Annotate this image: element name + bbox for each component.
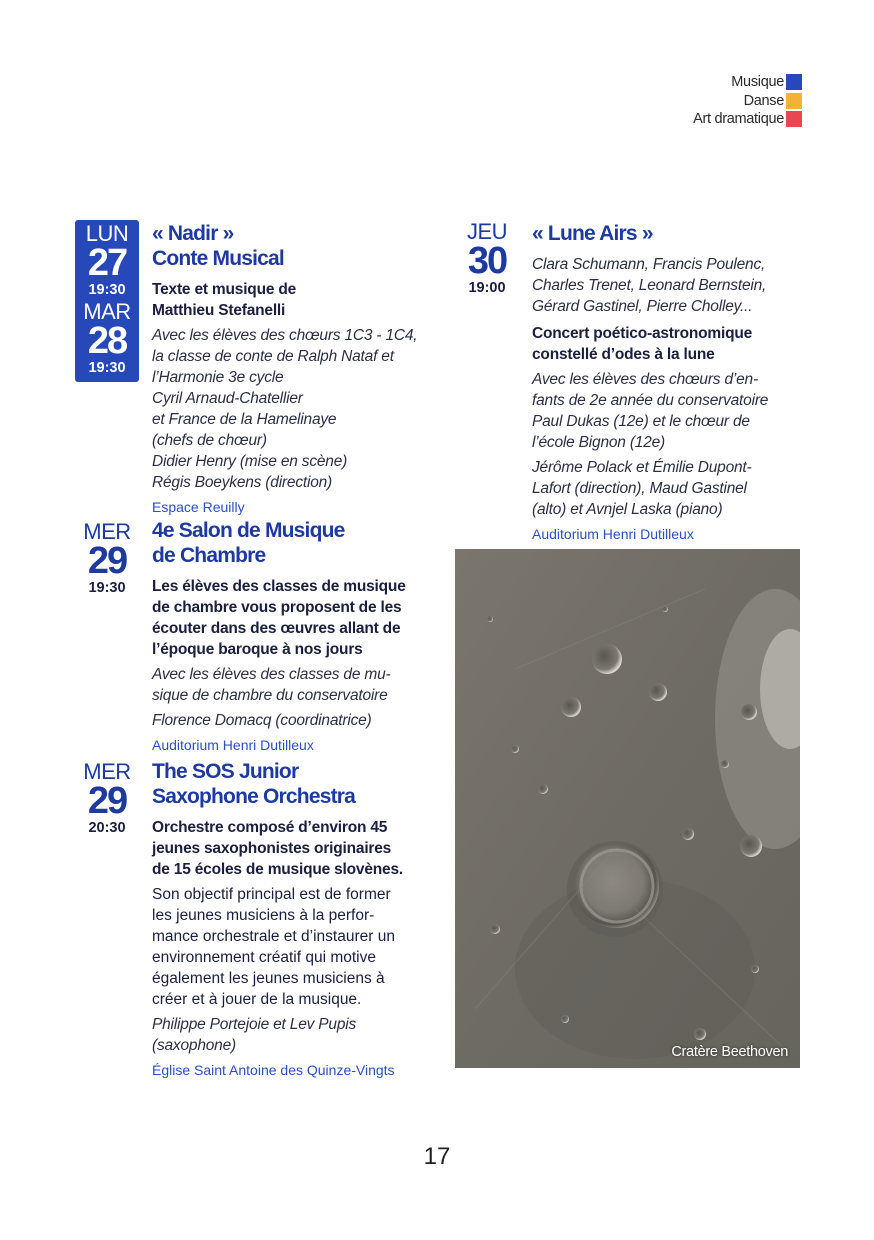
- event-description: [532, 323, 822, 365]
- event-body: [152, 884, 432, 1010]
- coordinator-line: Florence Domacq (coordinatrice): [152, 712, 372, 729]
- description-line: Les élèves des classes de musique: [152, 578, 406, 595]
- date-day: MER: [83, 759, 131, 784]
- participant-line: Avec les élèves des classes de mu-: [152, 666, 391, 683]
- event-nadir: [152, 221, 432, 517]
- title-line: de Chambre: [152, 544, 266, 567]
- description-line: de 15 écoles de musique slovènes.: [152, 861, 403, 878]
- event-description: [152, 817, 432, 880]
- title-line: « Nadir »: [152, 222, 234, 245]
- credit-line: (chefs de chœur): [152, 432, 267, 449]
- body-line: environnement créatif qui motive: [152, 949, 377, 966]
- legend-item-musique: [693, 73, 802, 92]
- credit-line: l’Harmonie 3e cycle: [152, 369, 284, 386]
- legend-item-danse: [693, 92, 802, 111]
- legend-label: Art dramatique: [693, 111, 784, 128]
- event-lune-airs: [532, 221, 822, 544]
- description-line: Texte et musique de: [152, 281, 297, 298]
- discipline-legend: [693, 73, 802, 129]
- date-block-salon: [75, 520, 139, 598]
- date-number: 27: [87, 242, 127, 284]
- date-block-lune: [455, 220, 519, 298]
- credit-line: Jérôme Polack et Émilie Dupont-: [532, 459, 752, 476]
- date-time: 19:30: [88, 580, 126, 596]
- credit-line: et France de la Hamelinaye: [152, 411, 337, 428]
- event-title: [532, 221, 822, 246]
- event-composers: [532, 254, 822, 317]
- event-sos-saxophone: [152, 759, 432, 1080]
- participant-line: fants de 2e année du conservatoire: [532, 392, 769, 409]
- date-number: 30: [467, 240, 507, 282]
- event-credits: [152, 1014, 432, 1056]
- legend-swatch: [786, 111, 802, 127]
- legend-label: Musique: [731, 74, 784, 91]
- description-line: l’époque baroque à nos jours: [152, 641, 363, 658]
- credit-line: Didier Henry (mise en scène): [152, 453, 348, 470]
- title-line: 4e Salon de Musique: [152, 519, 345, 542]
- body-line: également les jeunes musiciens à: [152, 970, 385, 987]
- credit-line: Avec les élèves des chœurs 1C3 - 1C4,: [152, 327, 418, 344]
- event-participants: [532, 369, 822, 453]
- body-line: Son objectif principal est de former: [152, 886, 391, 903]
- event-venue: Église Saint Antoine des Quinze-Vingts: [152, 1062, 395, 1078]
- body-line: créer et à jouer de la musique.: [152, 991, 362, 1008]
- credit-line: (alto) et Avnjel Laska (piano): [532, 501, 723, 518]
- description-line: Matthieu Stefanelli: [152, 302, 286, 319]
- date-day: MER: [83, 519, 131, 544]
- date-number: 29: [87, 780, 127, 822]
- date-number: 28: [87, 320, 127, 362]
- event-salon-musique-chambre: [152, 518, 432, 755]
- participant-line: Paul Dukas (12e) et le chœur de: [532, 413, 750, 430]
- description-line: Orchestre composé d’environ 45: [152, 819, 388, 836]
- date-time: 20:30: [88, 820, 126, 836]
- legend-swatch: [786, 93, 802, 109]
- event-title: [152, 759, 432, 809]
- title-line: Saxophone Orchestra: [152, 785, 356, 808]
- date-day: LUN: [85, 221, 129, 246]
- legend-label: Danse: [743, 92, 784, 109]
- composer-line: Gérard Gastinel, Pierre Cholley...: [532, 298, 753, 315]
- event-venue: Auditorium Henri Dutilleux: [532, 526, 694, 542]
- title-line: Conte Musical: [152, 247, 284, 270]
- event-title: [152, 221, 432, 271]
- event-credits: [532, 457, 822, 520]
- body-line: les jeunes musiciens à la perfor-: [152, 907, 375, 924]
- legend-swatch: [786, 74, 802, 90]
- date-time: 19:00: [468, 280, 506, 296]
- participant-line: sique de chambre du conservatoire: [152, 687, 388, 704]
- credit-line: Cyril Arnaud-Chatellier: [152, 390, 303, 407]
- page-number: 17: [423, 1143, 451, 1170]
- event-description: [152, 279, 432, 321]
- credit-line: Philippe Portejoie et Lev Pupis: [152, 1016, 357, 1033]
- event-description: [152, 576, 432, 660]
- description-line: Concert poético-astronomique: [532, 325, 753, 342]
- participant-line: l’école Bignon (12e): [532, 434, 666, 451]
- description-line: constellé d’odes à la lune: [532, 346, 715, 363]
- date-day: JEU: [466, 219, 508, 244]
- credit-line: la classe de conte de Ralph Nataf et: [152, 348, 394, 365]
- date-block-sos: [75, 760, 139, 838]
- event-venue: Auditorium Henri Dutilleux: [152, 737, 314, 753]
- date-block-nadir: [75, 220, 139, 382]
- description-line: écouter dans des œuvres allant de: [152, 620, 401, 637]
- date-time: 19:30: [88, 282, 126, 298]
- photo-caption: Cratère Beethoven: [671, 1044, 788, 1060]
- description-line: jeunes saxophonistes originaires: [152, 840, 392, 857]
- event-participants: [152, 664, 432, 706]
- event-credits: [152, 325, 432, 493]
- title-line: « Lune Airs »: [532, 222, 653, 245]
- credit-line: Régis Boeykens (direction): [152, 474, 333, 491]
- body-line: mance orchestrale et d’instaurer un: [152, 928, 395, 945]
- credit-line: Lafort (direction), Maud Gastinel: [532, 480, 747, 497]
- legend-item-art-dramatique: [693, 110, 802, 129]
- credit-line: (saxophone): [152, 1037, 236, 1054]
- crater-image: [455, 549, 800, 1068]
- title-line: The SOS Junior: [152, 760, 299, 783]
- event-title: [152, 518, 432, 568]
- event-coordinator: [152, 710, 432, 731]
- description-line: de chambre vous proposent de les: [152, 599, 402, 616]
- composer-line: Clara Schumann, Francis Poulenc,: [532, 256, 766, 273]
- date-time: 19:30: [88, 360, 126, 376]
- composer-line: Charles Trenet, Leonard Bernstein,: [532, 277, 767, 294]
- crater-photo: [455, 549, 800, 1068]
- date-day: MAR: [83, 299, 131, 324]
- participant-line: Avec les élèves des chœurs d’en-: [532, 371, 758, 388]
- date-number: 29: [87, 540, 127, 582]
- event-venue: Espace Reuilly: [152, 499, 245, 515]
